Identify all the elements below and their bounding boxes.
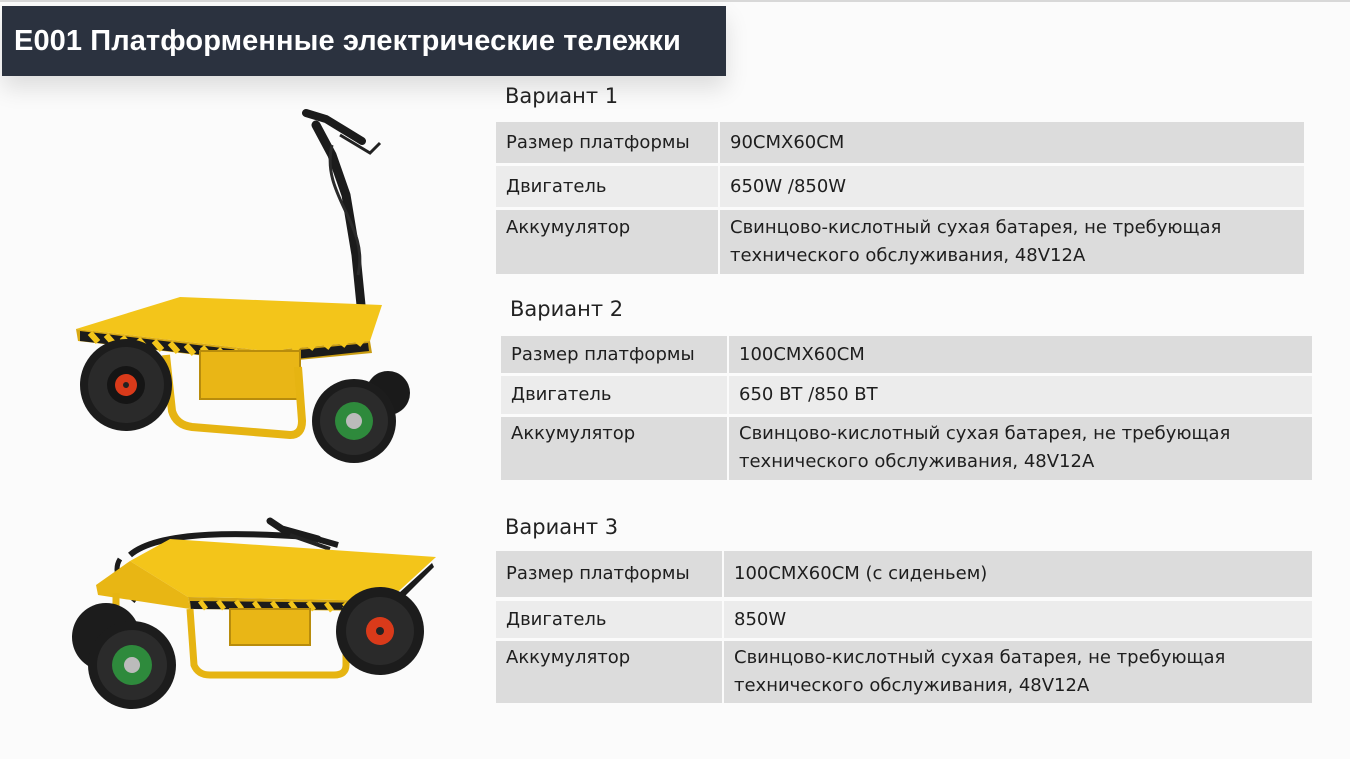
spec-value: 850W [724,601,1312,638]
spec-value: Свинцово-кислотный сухая батарея, не требующая технического обслуживания, 48V12A [729,417,1312,480]
spec-value: Свинцово-кислотный сухая батарея, не требующая технического обслуживания, 48V12A [724,641,1312,703]
spec-label: Аккумулятор [496,641,722,703]
spec-value: 100CMX60CM [729,336,1312,373]
variant-3-spec-table [496,551,1312,703]
title-banner [2,6,726,76]
variant-2-spec-table [501,336,1312,480]
product-photo-cart-1 [70,105,420,465]
spec-value: 100CMX60CM (с сиденьем) [724,551,1312,597]
spec-label: Двигатель [496,601,722,638]
table-row [496,122,1304,163]
top-divider [0,0,1350,2]
wheel [88,621,176,709]
table-row [496,166,1304,207]
product-photo-cart-2 [70,515,450,715]
table-row [496,210,1304,274]
spec-value: Свинцово-кислотный сухая батарея, не требующая технического обслуживания, 48V12A [720,210,1304,274]
spec-label: Аккумулятор [496,210,718,274]
page-title: E001 Платформенные электрические тележки [14,24,681,57]
table-row [501,376,1312,414]
table-row [496,641,1312,703]
wheel [336,587,424,675]
variant-1-spec-table [496,122,1304,274]
wheel [80,339,172,431]
spec-label: Двигатель [501,376,727,414]
table-row [496,601,1312,638]
variant-3-title: Вариант 3 [505,515,619,539]
table-row [501,336,1312,373]
wheel [312,379,396,463]
spec-label: Размер платформы [496,122,718,163]
table-row [501,417,1312,480]
spec-label: Двигатель [496,166,718,207]
spec-label: Аккумулятор [501,417,727,480]
spec-value: 650 ВТ /850 ВТ [729,376,1312,414]
table-row [496,551,1312,597]
variant-1-title: Вариант 1 [505,84,619,108]
spec-label: Размер платформы [501,336,727,373]
spec-value: 90CMX60CM [720,122,1304,163]
variant-2-title: Вариант 2 [510,297,624,321]
spec-value: 650W /850W [720,166,1304,207]
spec-label: Размер платформы [496,551,722,597]
